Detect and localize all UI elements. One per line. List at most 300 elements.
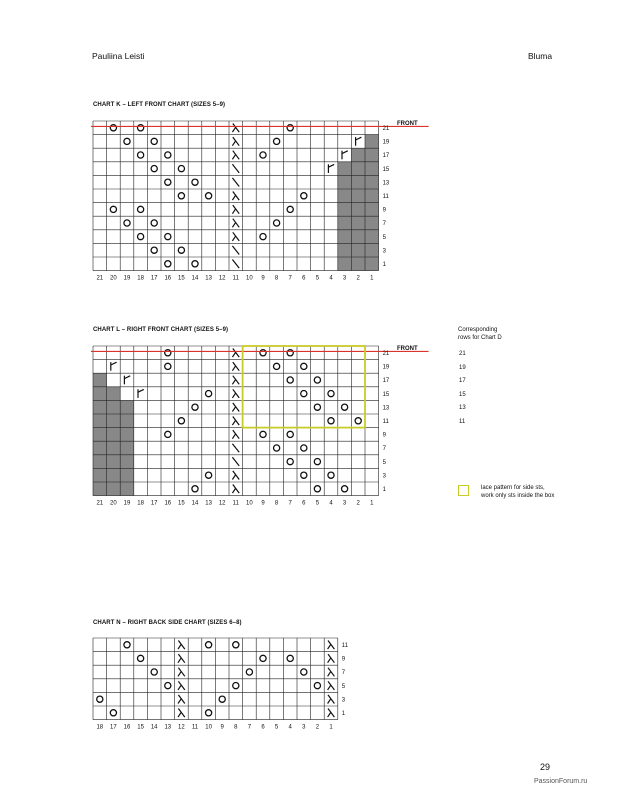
yarn-over-symbol [328,472,334,478]
chart-n-grid [0,632,622,742]
no-stitch-cell [338,230,352,244]
decrease-stroke [232,434,235,439]
row-number: 11 [382,419,389,425]
decrease-stroke [328,713,331,718]
yarn-over-symbol [151,669,157,675]
column-number: 11 [191,724,199,731]
row-number: 15 [382,166,390,173]
column-number: 9 [261,500,265,507]
column-number: 18 [137,275,144,282]
decrease-symbol [232,205,239,214]
no-stitch-cell [351,203,365,217]
corresponding-rows-label [458,326,502,342]
column-number: 9 [220,724,224,731]
no-stitch-cell [351,189,365,203]
yarn-over-symbol [342,404,348,410]
no-stitch-cell [120,414,134,428]
yarn-over-symbol [165,179,171,185]
no-stitch-cell [338,216,352,230]
row-number: 17 [382,378,390,385]
chart-k-front-label: FRONT [397,121,418,127]
no-stitch-cell [351,257,365,271]
k2tog-stroke [124,376,130,379]
yarn-over-symbol [301,363,307,369]
column-number: 5 [315,275,320,282]
yarn-over-symbol [314,486,320,492]
yarn-over-symbol [192,404,198,410]
yarn-over-symbol [301,193,307,199]
column-number: 4 [288,724,292,731]
ssk-symbol [232,164,239,173]
row-number: 11 [341,643,349,649]
decrease-symbol [328,668,335,677]
yarn-over-symbol [301,391,307,397]
decrease-symbol [232,403,239,412]
legend-line1: lace pattern for side sts, [481,485,545,491]
decrease-stroke [232,236,235,241]
yarn-over-symbol [287,431,293,437]
decrease-symbol [232,219,239,228]
decrease-symbol [328,681,335,690]
yarn-over-symbol [151,166,157,172]
decrease-symbol [232,192,239,201]
no-stitch-cell [338,189,352,203]
no-stitch-cell [365,148,379,162]
decrease-stroke [232,421,235,426]
decrease-symbol [232,137,239,146]
column-number: 20 [110,500,117,507]
no-stitch-cell [365,230,379,244]
column-number: 4 [329,275,333,282]
column-number: 18 [96,724,104,731]
decrease-symbol [178,709,185,718]
yarn-over-symbol [246,669,252,675]
column-number: 16 [123,724,131,731]
column-number: 8 [274,275,279,282]
decrease-stroke [232,155,235,160]
decrease-stroke [232,128,235,133]
no-stitch-cell [107,455,121,469]
column-number: 19 [123,275,131,282]
ssk-symbol [232,444,239,453]
no-stitch-cell [338,203,352,217]
yarn-over-symbol [206,472,212,478]
row-number: 21 [382,351,390,357]
corresponding-label-line2: rows for Chart D [458,335,502,341]
column-number: 16 [164,275,172,282]
yarn-over-symbol [260,350,266,356]
column-number: 15 [137,724,144,731]
k2tog-symbol [124,376,130,385]
row-number: 5 [382,234,386,241]
chart-k-title: CHART K – LEFT FRONT CHART (SIZES 5–9) [93,102,226,108]
no-stitch-cell [351,148,365,162]
column-number: 9 [261,275,265,282]
k2tog-symbol [342,151,348,160]
k2tog-symbol [356,137,362,146]
yarn-over-symbol [287,206,293,212]
no-stitch-cell [338,243,352,257]
corresponding-row: 21 [459,351,466,357]
column-number: 12 [218,500,226,507]
yarn-over-symbol [233,642,239,648]
yarn-over-symbol [97,696,103,702]
yarn-over-symbol [260,431,266,437]
yarn-over-symbol [260,655,266,661]
yarn-over-symbol [138,152,144,158]
yarn-over-symbol [138,125,144,131]
decrease-symbol [328,654,335,663]
k2tog-symbol [111,362,117,371]
column-number: 12 [218,275,226,282]
row-number: 7 [382,446,386,453]
decrease-symbol [232,417,239,426]
row-number: 9 [382,207,386,214]
column-number: 2 [356,275,360,282]
decrease-stroke [232,475,235,480]
row-number: 3 [382,248,386,255]
decrease-stroke [232,407,235,412]
decrease-symbol [178,641,185,650]
no-stitch-cell [107,441,121,455]
yarn-over-symbol [314,377,320,383]
yarn-over-symbol [342,486,348,492]
corresponding-label-line1: Corresponding [458,327,498,333]
decrease-stroke [178,645,181,650]
corresponding-row: 15 [459,391,466,398]
decrease-symbol [232,376,239,385]
corresponding-row: 19 [459,364,466,371]
decrease-stroke [178,658,181,663]
row-number: 5 [382,459,386,466]
no-stitch-cell [365,257,379,271]
column-number: 14 [191,275,199,282]
lace-legend-box-icon [458,485,469,496]
yarn-over-symbol [274,445,280,451]
column-number: 6 [302,275,306,282]
yarn-over-symbol [274,363,280,369]
no-stitch-cell [338,257,352,271]
ssk-symbol [232,457,239,466]
row-number: 9 [382,432,386,439]
yarn-over-symbol [165,234,171,240]
yarn-over-symbol [355,418,361,424]
yarn-over-symbol [165,683,171,689]
decrease-stroke [178,672,181,677]
decrease-stroke [232,489,235,494]
yarn-over-symbol [287,350,293,356]
no-stitch-cell [351,243,365,257]
yarn-over-symbol [260,152,266,158]
column-number: 15 [178,500,185,507]
no-stitch-cell [93,387,107,401]
decrease-stroke [328,658,331,663]
no-stitch-cell [93,373,107,387]
k2tog-stroke [138,389,144,392]
watermark: PassionForum.ru [534,778,588,785]
column-number: 11 [232,500,239,507]
decrease-symbol [232,430,239,439]
column-number: 12 [178,724,185,731]
column-number: 6 [302,500,306,507]
yarn-over-symbol [110,125,116,131]
decrease-stroke [328,685,331,690]
yarn-over-symbol [178,166,184,172]
decrease-symbol [328,641,335,650]
column-number: 11 [232,275,239,282]
column-number: 10 [246,500,253,507]
no-stitch-cell [365,216,379,230]
yarn-over-symbol [274,138,280,144]
row-number: 1 [382,262,386,268]
column-number: 5 [315,500,320,507]
decrease-stroke [232,223,235,228]
row-number: 13 [382,180,390,187]
yarn-over-symbol [260,234,266,240]
column-number: 7 [288,500,292,507]
column-number: 5 [274,724,279,731]
no-stitch-cell [107,414,121,428]
column-number: 13 [205,500,212,507]
decrease-symbol [232,471,239,480]
corresponding-row: 13 [459,405,466,412]
yarn-over-symbol [151,220,157,226]
decrease-stroke [328,672,331,677]
k2tog-stroke [356,137,362,140]
decrease-stroke [232,209,235,214]
decrease-stroke [328,699,331,704]
row-number: 3 [382,473,386,480]
column-number: 1 [370,500,374,507]
ssk-symbol [232,178,239,187]
yarn-over-symbol [301,669,307,675]
row-number: 17 [382,153,390,160]
column-number: 2 [315,724,320,731]
no-stitch-cell [351,216,365,230]
decrease-symbol [178,668,185,677]
column-number: 4 [329,500,333,507]
lace-legend-text [481,484,554,500]
yarn-over-symbol [301,445,307,451]
yarn-over-symbol [178,193,184,199]
no-stitch-cell [107,387,121,401]
no-stitch-cell [120,441,134,455]
k2tog-symbol [328,164,334,173]
yarn-over-symbol [287,459,293,465]
page-number: 29 [540,762,551,772]
yarn-over-symbol [206,391,212,397]
row-number: 7 [382,221,386,228]
no-stitch-cell [120,428,134,442]
no-stitch-cell [120,468,134,482]
k2tog-stroke [111,362,117,365]
column-number: 10 [205,724,212,731]
column-number: 1 [329,724,333,731]
decrease-symbol [328,695,335,704]
yarn-over-symbol [110,206,116,212]
column-number: 13 [164,724,172,731]
no-stitch-cell [351,162,365,176]
column-number: 15 [178,275,185,282]
no-stitch-cell [365,175,379,189]
yarn-over-symbol [165,350,171,356]
decrease-stroke [178,699,181,704]
yarn-over-symbol [287,377,293,383]
row-number: 21 [382,126,390,132]
decrease-stroke [178,685,181,690]
corresponding-rows-list [459,348,466,430]
row-number: 9 [341,656,346,663]
column-number: 16 [164,500,172,507]
column-number: 19 [123,500,131,507]
decrease-stroke [232,141,235,146]
yarn-over-symbol [138,206,144,212]
author-name: Pauliina Leisti [92,51,145,61]
yarn-over-symbol [151,247,157,253]
decrease-stroke [178,713,181,718]
column-number: 13 [205,275,212,282]
no-stitch-cell [93,482,107,496]
no-stitch-cell [338,175,352,189]
yarn-over-symbol [274,220,280,226]
column-number: 6 [261,724,265,731]
yarn-over-symbol [314,404,320,410]
yarn-over-symbol [192,486,198,492]
yarn-over-symbol [314,683,320,689]
yarn-over-symbol [151,138,157,144]
no-stitch-cell [338,162,352,176]
row-number: 1 [382,487,386,493]
decrease-symbol [232,362,239,371]
column-number: 3 [302,724,306,731]
no-stitch-cell [93,455,107,469]
yarn-over-symbol [165,431,171,437]
yarn-over-symbol [192,261,198,267]
row-number: 19 [382,139,390,146]
row-number: 3 [341,697,346,704]
yarn-over-symbol [124,220,130,226]
decrease-symbol [232,485,239,494]
no-stitch-cell [365,189,379,203]
yarn-over-symbol [301,472,307,478]
yarn-over-symbol [138,655,144,661]
decrease-stroke [232,366,235,371]
no-stitch-cell [351,175,365,189]
column-number: 8 [274,500,279,507]
decrease-stroke [328,645,331,650]
yarn-over-symbol [233,683,239,689]
column-number: 18 [137,500,144,507]
ssk-symbol [232,260,239,269]
decrease-stroke [232,393,235,398]
column-number: 1 [370,275,374,282]
decrease-symbol [178,681,185,690]
decrease-symbol [232,151,239,160]
decrease-symbol [232,124,239,133]
decrease-stroke [232,196,235,201]
no-stitch-cell [107,482,121,496]
chart-k-grid [0,115,622,285]
no-stitch-cell [351,230,365,244]
legend-line2: work only sts inside the box [481,493,555,499]
yarn-over-symbol [314,459,320,465]
no-stitch-cell [120,482,134,496]
decrease-stroke [232,353,235,358]
yarn-over-symbol [206,193,212,199]
corresponding-row: 11 [459,418,466,425]
no-stitch-cell [120,455,134,469]
column-number: 3 [342,275,347,282]
decrease-symbol [178,695,185,704]
no-stitch-cell [93,400,107,414]
ssk-symbol [232,246,239,255]
yarn-over-symbol [178,418,184,424]
yarn-over-symbol [328,391,334,397]
decrease-symbol [328,709,335,718]
no-stitch-cell [107,428,121,442]
no-stitch-cell [93,428,107,442]
decrease-stroke [232,380,235,385]
column-number: 3 [342,500,347,507]
yarn-over-symbol [178,247,184,253]
row-number: 19 [382,364,390,371]
no-stitch-cell [107,400,121,414]
yarn-over-symbol [165,152,171,158]
column-number: 17 [150,275,158,282]
yarn-over-symbol [165,363,171,369]
decrease-symbol [232,232,239,241]
row-number: 5 [341,683,346,690]
k2tog-symbol [138,389,144,398]
row-number: 1 [341,711,346,717]
column-number: 7 [247,724,252,731]
yarn-over-symbol [124,642,130,648]
yarn-over-symbol [287,655,293,661]
no-stitch-cell [365,162,379,176]
row-number: 13 [382,405,390,412]
yarn-over-symbol [124,138,130,144]
corresponding-row: 17 [459,378,466,385]
decrease-symbol [232,389,239,398]
column-number: 8 [234,724,238,731]
yarn-over-symbol [206,710,212,716]
row-number: 15 [382,391,390,398]
no-stitch-cell [93,414,107,428]
no-stitch-cell [93,468,107,482]
decrease-symbol [178,654,185,663]
column-number: 21 [96,275,104,282]
chart-l-title: CHART L – RIGHT FRONT CHART (SIZES 5–9) [93,327,229,333]
column-number: 21 [96,500,104,507]
row-number: 7 [341,670,346,677]
row-number: 11 [382,194,389,200]
column-number: 17 [150,500,158,507]
column-number: 7 [288,275,292,282]
yarn-over-symbol [165,261,171,267]
column-number: 14 [150,724,158,731]
yarn-over-symbol [206,642,212,648]
yarn-over-symbol [192,179,198,185]
decrease-symbol [232,349,239,358]
column-number: 14 [191,500,199,507]
yarn-over-symbol [328,418,334,424]
column-number: 17 [110,724,117,731]
no-stitch-cell [107,468,121,482]
chart-l-front-label: FRONT [397,346,418,352]
column-number: 2 [356,500,360,507]
no-stitch-cell [93,441,107,455]
k2tog-stroke [328,164,334,167]
